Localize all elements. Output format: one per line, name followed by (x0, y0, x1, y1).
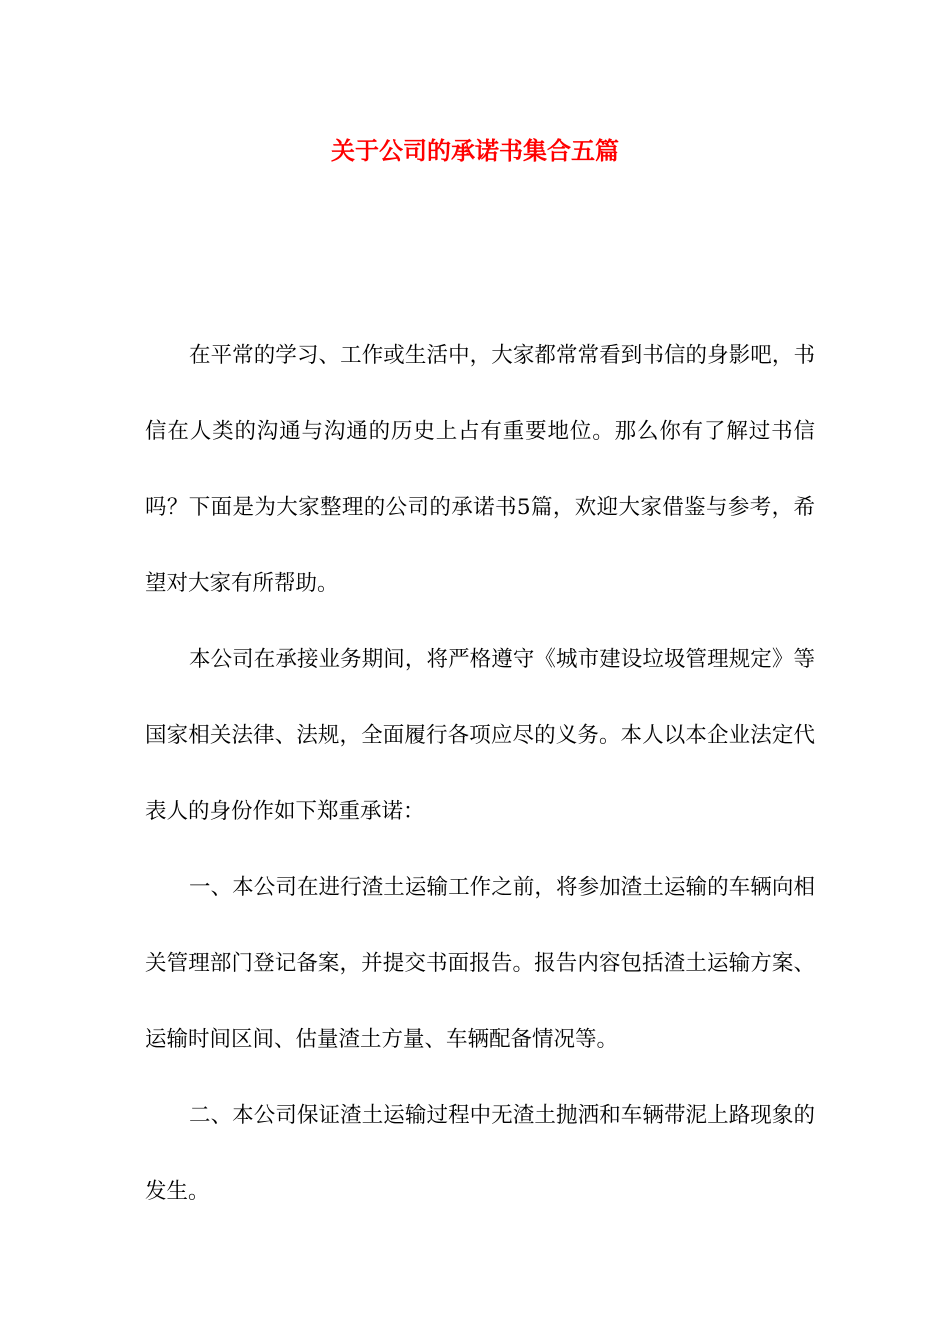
paragraph-intro: 在平常的学习、工作或生活中，大家都常常看到书信的身影吧，书信在人类的沟通与沟通的历史上占有重要地位。那么你有了解过书信吗？下面是为大家整理的公司的承诺书5篇，欢迎大家借鉴与参考，希望对大家有所帮助。 (145, 343, 815, 596)
document-title: 关于公司的承诺书集合五篇 (331, 137, 619, 165)
paragraph-item-one: 一、本公司在进行渣土运输工作之前，将参加渣土运输的车辆向相关管理部门登记备案，并提交书面报告。报告内容包括渣土运输方案、运输时间区间、估量渣土方量、车辆配备情况等。 (145, 875, 815, 1052)
paragraph-commitment: 本公司在承接业务期间，将严格遵守《城市建设垃圾管理规定》等国家相关法律、法规，全面履行各项应尽的义务。本人以本企业法定代表人的身份作如下郑重承诺： (145, 647, 815, 824)
document-body (145, 318, 815, 1230)
paragraph-item-two: 二、本公司保证渣土运输过程中无渣土抛洒和车辆带泥上路现象的发生。 (145, 1103, 815, 1204)
